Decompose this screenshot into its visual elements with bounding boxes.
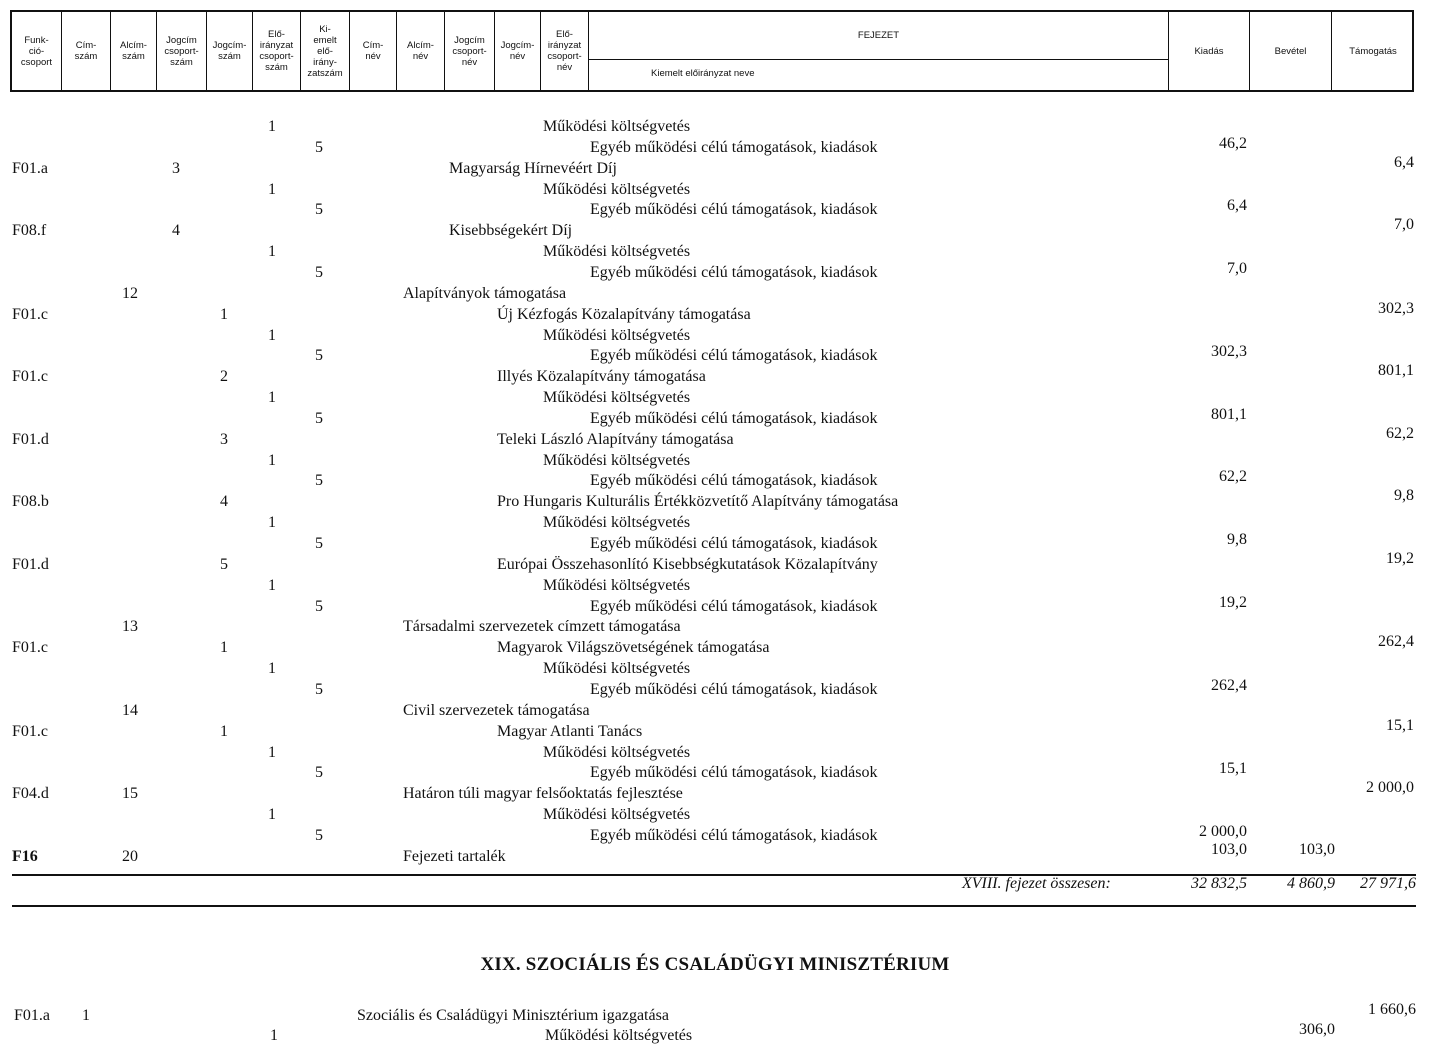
kiemelt-cell: 5 — [315, 535, 323, 552]
table-row — [0, 197, 1434, 222]
name-cell: Határon túli magyar felsőoktatás fejlesztése — [403, 785, 683, 803]
name-cell: Működési költségvetés — [543, 389, 691, 407]
name-cell: Egyéb működési célú támogatások, kiadások — [590, 535, 878, 552]
tamogatas-cell: 6,4 — [1394, 153, 1414, 171]
name-cell: Fejezeti tartalék — [403, 847, 506, 865]
name-cell: Társadalmi szervezetek címzett támogatása — [403, 618, 681, 636]
kiemelt-cell: 5 — [315, 826, 323, 844]
tamogatas-cell: 801,1 — [1378, 362, 1414, 380]
table-row — [0, 514, 1434, 535]
tamogatas-cell: 302,3 — [1378, 299, 1414, 317]
jogcim-cell: 1 — [220, 305, 228, 323]
tamogatas-cell: 19,2 — [1386, 549, 1414, 567]
header-kiadas: Kiadás — [1169, 12, 1250, 90]
table-row — [0, 593, 1434, 619]
table-row — [0, 405, 1434, 431]
table-row — [0, 618, 1434, 639]
tamogatas-cell: 9,8 — [1394, 487, 1414, 505]
name-cell: Egyéb működési célú támogatások, kiadások — [590, 597, 878, 615]
table-row — [0, 549, 1434, 577]
kiemelt-cell: 5 — [315, 597, 323, 615]
kiadas-cell: 7,0 — [1227, 259, 1247, 277]
name-cell: Működési költségvetés — [543, 326, 691, 344]
kiadas-cell: 6,4 — [1227, 197, 1247, 215]
eloiranyzatcsoport-cell: 1 — [268, 743, 276, 761]
total-bottom-rule — [12, 905, 1416, 907]
table-row — [0, 702, 1434, 723]
table-row — [0, 633, 1434, 660]
tamogatas-cell: 2 000,0 — [1366, 779, 1414, 797]
name-cell: Működési költségvetés — [543, 806, 691, 824]
header-jogcimcsoportszam: Jogcím csoport- szám — [157, 12, 207, 90]
header-jogcimnev: Jogcím- név — [495, 12, 541, 90]
kiemelt-cell: 5 — [315, 680, 323, 698]
table-row — [0, 468, 1434, 493]
table-row — [0, 1021, 1434, 1048]
kiadas-cell: 9,8 — [1227, 531, 1247, 548]
table-row — [0, 216, 1434, 243]
name-cell: Szociális és Családügyi Minisztérium igazgatása — [357, 1007, 669, 1024]
total-bevetel: 4 860,9 — [1287, 875, 1335, 892]
header-alcimnev: Alcím- név — [397, 12, 445, 90]
funkcio-cell: F01.a — [14, 1007, 50, 1024]
cim-cell: 14 — [122, 701, 138, 719]
funkcio-cell: F01.c — [12, 305, 48, 323]
eloiranyzatcsoport-cell: 1 — [268, 514, 276, 532]
total-label: XVIII. fejezet összesen: — [962, 875, 1111, 892]
name-cell: Magyarok Világszövetségének támogatása — [497, 639, 770, 657]
name-cell: Egyéb működési célú támogatások, kiadások — [590, 764, 878, 782]
name-cell: Egyéb működési célú támogatások, kiadások — [590, 138, 878, 156]
jogcimcsoport-cell: 4 — [172, 222, 180, 240]
name-cell: Működési költségvetés — [545, 1027, 693, 1044]
eloiranyzatcsoport-cell: 1 — [268, 660, 276, 678]
jogcim-cell: 3 — [220, 430, 228, 448]
kiemelt-cell: 5 — [315, 347, 323, 365]
header-tamogatas: Támogatás — [1349, 45, 1397, 57]
table-row — [0, 760, 1434, 785]
header-eloiranyzatcsoportnev: Elő- irányzat csoport- név — [541, 12, 589, 90]
kiadas-cell: 262,4 — [1211, 676, 1247, 694]
cim-cell: 13 — [122, 618, 138, 636]
header-alcimszam: Alcím- szám — [111, 12, 157, 90]
table-row — [0, 243, 1434, 264]
name-cell: Magyarság Hírnevéért Díj — [449, 159, 617, 177]
name-cell: Egyéb működési célú támogatások, kiadások — [590, 263, 878, 281]
kiadas-cell: 2 000,0 — [1199, 822, 1247, 840]
jogcim-cell: 5 — [220, 555, 228, 573]
name-cell: Egyéb működési célú támogatások, kiadások — [590, 201, 878, 219]
name-cell: Működési költségvetés — [543, 180, 691, 198]
table-row — [0, 676, 1434, 702]
bevetel-cell: 103,0 — [1299, 840, 1335, 858]
kiadas-cell: 62,2 — [1219, 468, 1247, 486]
kiemelt-cell: 5 — [315, 764, 323, 782]
name-cell: Működési költségvetés — [543, 660, 691, 678]
funkcio-cell: F01.c — [12, 368, 48, 386]
tamogatas-cell: 62,2 — [1386, 424, 1414, 442]
name-cell: Egyéb működési célú támogatások, kiadások — [590, 472, 878, 490]
name-cell: Egyéb működési célú támogatások, kiadások — [590, 347, 878, 365]
header-fejezet-column — [589, 12, 1169, 90]
table-row — [0, 716, 1434, 744]
eloiranyzatcsoport-cell: 1 — [270, 1027, 278, 1044]
total-kiadas: 32 832,5 — [1191, 875, 1247, 892]
jogcim-cell: 1 — [220, 722, 228, 740]
kiemelt-cell: 5 — [315, 472, 323, 490]
name-cell: Új Kézfogás Közalapítvány támogatása — [497, 305, 751, 323]
header-fejezet: FEJEZET — [589, 12, 1168, 60]
funkcio-cell: F01.c — [12, 639, 48, 657]
name-cell: Működési költségvetés — [543, 243, 691, 261]
header-funkcio: Funk- ció- csoport — [12, 12, 62, 90]
cim-cell: 15 — [122, 785, 138, 803]
table-row — [0, 285, 1434, 306]
header-jogcimszam: Jogcím- szám — [207, 12, 253, 90]
kiadas-cell: 103,0 — [1211, 840, 1247, 858]
header-kiemelt: Ki- emelt elő- irány- zatszám — [301, 12, 350, 90]
kiemelt-cell: 5 — [315, 409, 323, 427]
kiemelt-cell: 5 — [315, 263, 323, 281]
header-eloiranyzatcsoportszam: Elő- irányzat csoport- szám — [253, 12, 301, 90]
eloiranyzatcsoport-cell: 1 — [268, 326, 276, 344]
ministry-title: XIX. SZOCIÁLIS ÉS CSALÁDÜGYI MINISZTÉRIUM — [480, 954, 950, 975]
name-cell: Pro Hungaris Kulturális Értékközvetítő Alapítvány támogatása — [497, 493, 899, 511]
kiadas-cell: 801,1 — [1211, 405, 1247, 423]
tamogatas-cell: 1 660,6 — [1368, 1001, 1416, 1018]
funkcio-cell: F01.d — [12, 555, 49, 573]
name-cell: Európai Összehasonlító Kisebbségkutatások Közalapítvány — [497, 555, 878, 573]
header-kiemelt-nev: Kiemelt előirányzat neve — [651, 68, 755, 79]
table-row — [0, 1001, 1434, 1028]
chapter-total-row — [0, 875, 1434, 897]
total-tamogatas: 27 971,6 — [1360, 875, 1416, 892]
name-cell: Egyéb működési célú támogatások, kiadások — [590, 409, 878, 427]
name-cell: Egyéb működési célú támogatások, kiadások — [590, 826, 878, 844]
name-cell: Működési költségvetés — [543, 576, 691, 594]
funkcio-cell: F08.b — [12, 493, 49, 511]
name-cell: Alapítványok támogatása — [403, 284, 567, 302]
kiadas-cell: 15,1 — [1219, 760, 1247, 778]
name-cell: Teleki László Alapítvány támogatása — [497, 430, 734, 448]
table-row — [0, 134, 1434, 160]
eloiranyzatcsoport-cell: 1 — [268, 576, 276, 594]
name-cell: Kisebbségekért Díj — [449, 222, 573, 240]
bevetel-cell: 306,0 — [1299, 1021, 1335, 1038]
name-cell: Illyés Közalapítvány támogatása — [497, 368, 706, 386]
table-row — [0, 362, 1434, 389]
funkcio-cell: F16 — [12, 847, 38, 865]
cim-cell: 20 — [122, 847, 138, 865]
eloiranyzatcsoport-cell: 1 — [268, 118, 276, 135]
name-cell: Működési költségvetés — [543, 743, 691, 761]
name-cell: Működési költségvetés — [543, 118, 691, 135]
funkcio-cell: F01.c — [12, 722, 48, 740]
tamogatas-cell: 15,1 — [1386, 716, 1414, 734]
tamogatas-cell: 262,4 — [1378, 633, 1414, 651]
table-row — [0, 779, 1434, 806]
name-cell: Működési költségvetés — [543, 451, 691, 469]
kiadas-cell: 46,2 — [1219, 134, 1247, 152]
eloiranyzatcsoport-cell: 1 — [268, 451, 276, 469]
name-cell: Magyar Atlanti Tanács — [497, 722, 643, 740]
header-cimnev: Cím- név — [350, 12, 397, 90]
name-cell: Egyéb működési célú támogatások, kiadások — [590, 680, 878, 698]
kiadas-cell: 19,2 — [1219, 593, 1247, 611]
table-row — [0, 299, 1434, 327]
funkcio-cell: F04.d — [12, 785, 49, 803]
table-row — [0, 343, 1434, 368]
kiadas-cell: 302,3 — [1211, 343, 1247, 361]
kiemelt-cell: 5 — [315, 138, 323, 156]
table-row — [0, 840, 1434, 869]
jogcim-cell: 4 — [220, 493, 228, 511]
tamogatas-cell: 7,0 — [1394, 216, 1414, 234]
header-jogcimcsoportnev: Jogcím csoport- név — [445, 12, 495, 90]
eloiranyzatcsoport-cell: 1 — [268, 806, 276, 824]
kiemelt-cell: 5 — [315, 201, 323, 219]
name-cell: Működési költségvetés — [543, 514, 691, 532]
table-row — [0, 531, 1434, 556]
eloiranyzatcsoport-cell: 1 — [268, 180, 276, 198]
cim-cell: 1 — [82, 1007, 90, 1024]
table-row — [0, 181, 1434, 202]
table-row — [0, 487, 1434, 514]
header-bevetel: Bevétel — [1250, 12, 1332, 90]
jogcimcsoport-cell: 3 — [172, 159, 180, 177]
header-cimszam: Cím- szám — [62, 12, 111, 90]
table-row — [0, 259, 1434, 285]
funkcio-cell: F01.d — [12, 430, 49, 448]
table-row — [0, 153, 1434, 181]
table-header — [10, 10, 1414, 92]
funkcio-cell: F01.a — [12, 159, 48, 177]
jogcim-cell: 2 — [220, 368, 228, 386]
funkcio-cell: F08.f — [12, 222, 47, 240]
jogcim-cell: 1 — [220, 639, 228, 657]
cim-cell: 12 — [122, 284, 138, 302]
table-row — [0, 424, 1434, 452]
name-cell: Civil szervezetek támogatása — [403, 701, 590, 719]
eloiranyzatcsoport-cell: 1 — [268, 389, 276, 407]
eloiranyzatcsoport-cell: 1 — [268, 243, 276, 261]
